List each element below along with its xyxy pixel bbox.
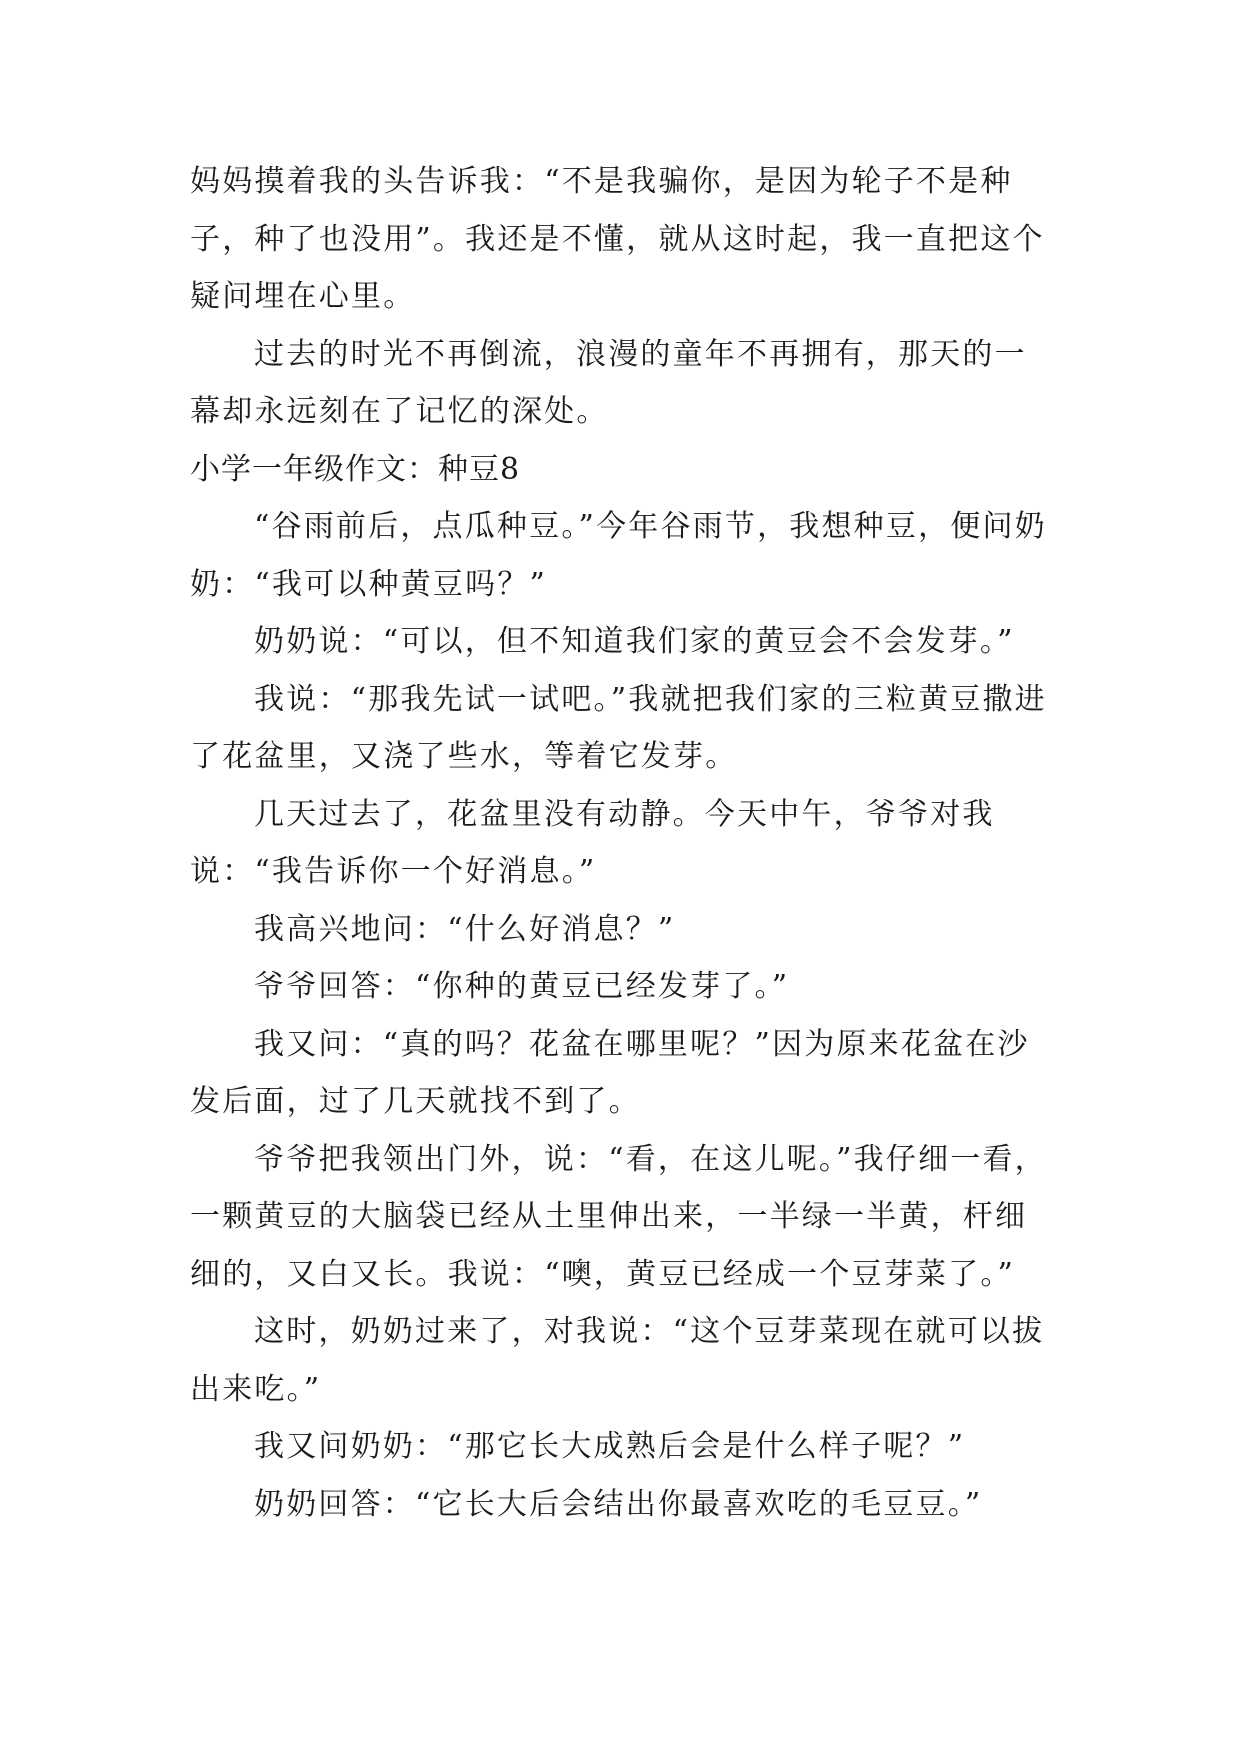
paragraph: 爷爷把我领出门外，说：“看，在这儿呢。”我仔细一看，一颗黄豆的大脑袋已经从土里伸出来，一半绿一半黄，杆细细的，又白又长。我说：“噢，黄豆已经成一个豆芽菜了。” xyxy=(190,1141,1047,1292)
paragraph: 我高兴地问：“什么好消息？” xyxy=(254,911,676,947)
paragraph: 奶奶回答：“它长大后会结出你最喜欢吃的毛豆豆。” xyxy=(254,1486,983,1522)
section-title: 小学一年级作文：种豆8 xyxy=(190,451,521,487)
paragraph: 我又问奶奶：“那它长大成熟后会是什么样子呢？” xyxy=(254,1429,966,1464)
document-body xyxy=(190,153,1055,1533)
paragraph-continuation: 妈妈摸着我的头告诉我：“不是我骗你，是因为轮子不是种子，种了也没用”。我还是不懂，就从这时起，我一直把这个疑问埋在心里。 xyxy=(190,164,1045,314)
paragraph: 爷爷回答：“你种的黄豆已经发芽了。” xyxy=(254,969,790,1004)
paragraph: 我说：“那我先试一试吧。”我就把我们家的三粒黄豆撒进了花盆里，又浇了些水，等着它发芽。 xyxy=(190,681,1047,774)
paragraph: 我又问：“真的吗？花盆在哪里呢？”因为原来花盆在沙发后面，过了几天就找不到了。 xyxy=(190,1026,1030,1119)
paragraph: “谷雨前后，点瓜种豆。”今年谷雨节，我想种豆，便问奶奶：“我可以种黄豆吗？” xyxy=(190,509,1047,602)
paragraph: 奶奶说：“可以，但不知道我们家的黄豆会不会发芽。” xyxy=(254,624,1015,659)
paragraph: 过去的时光不再倒流，浪漫的童年不再拥有，那天的一幕却永远刻在了记忆的深处。 xyxy=(190,336,1027,429)
paragraph: 这时，奶奶过来了，对我说：“这个豆芽菜现在就可以拔出来吃。” xyxy=(190,1314,1045,1407)
paragraph: 几天过去了，花盆里没有动静。今天中午，爷爷对我说：“我告诉你一个好消息。” xyxy=(190,796,995,889)
